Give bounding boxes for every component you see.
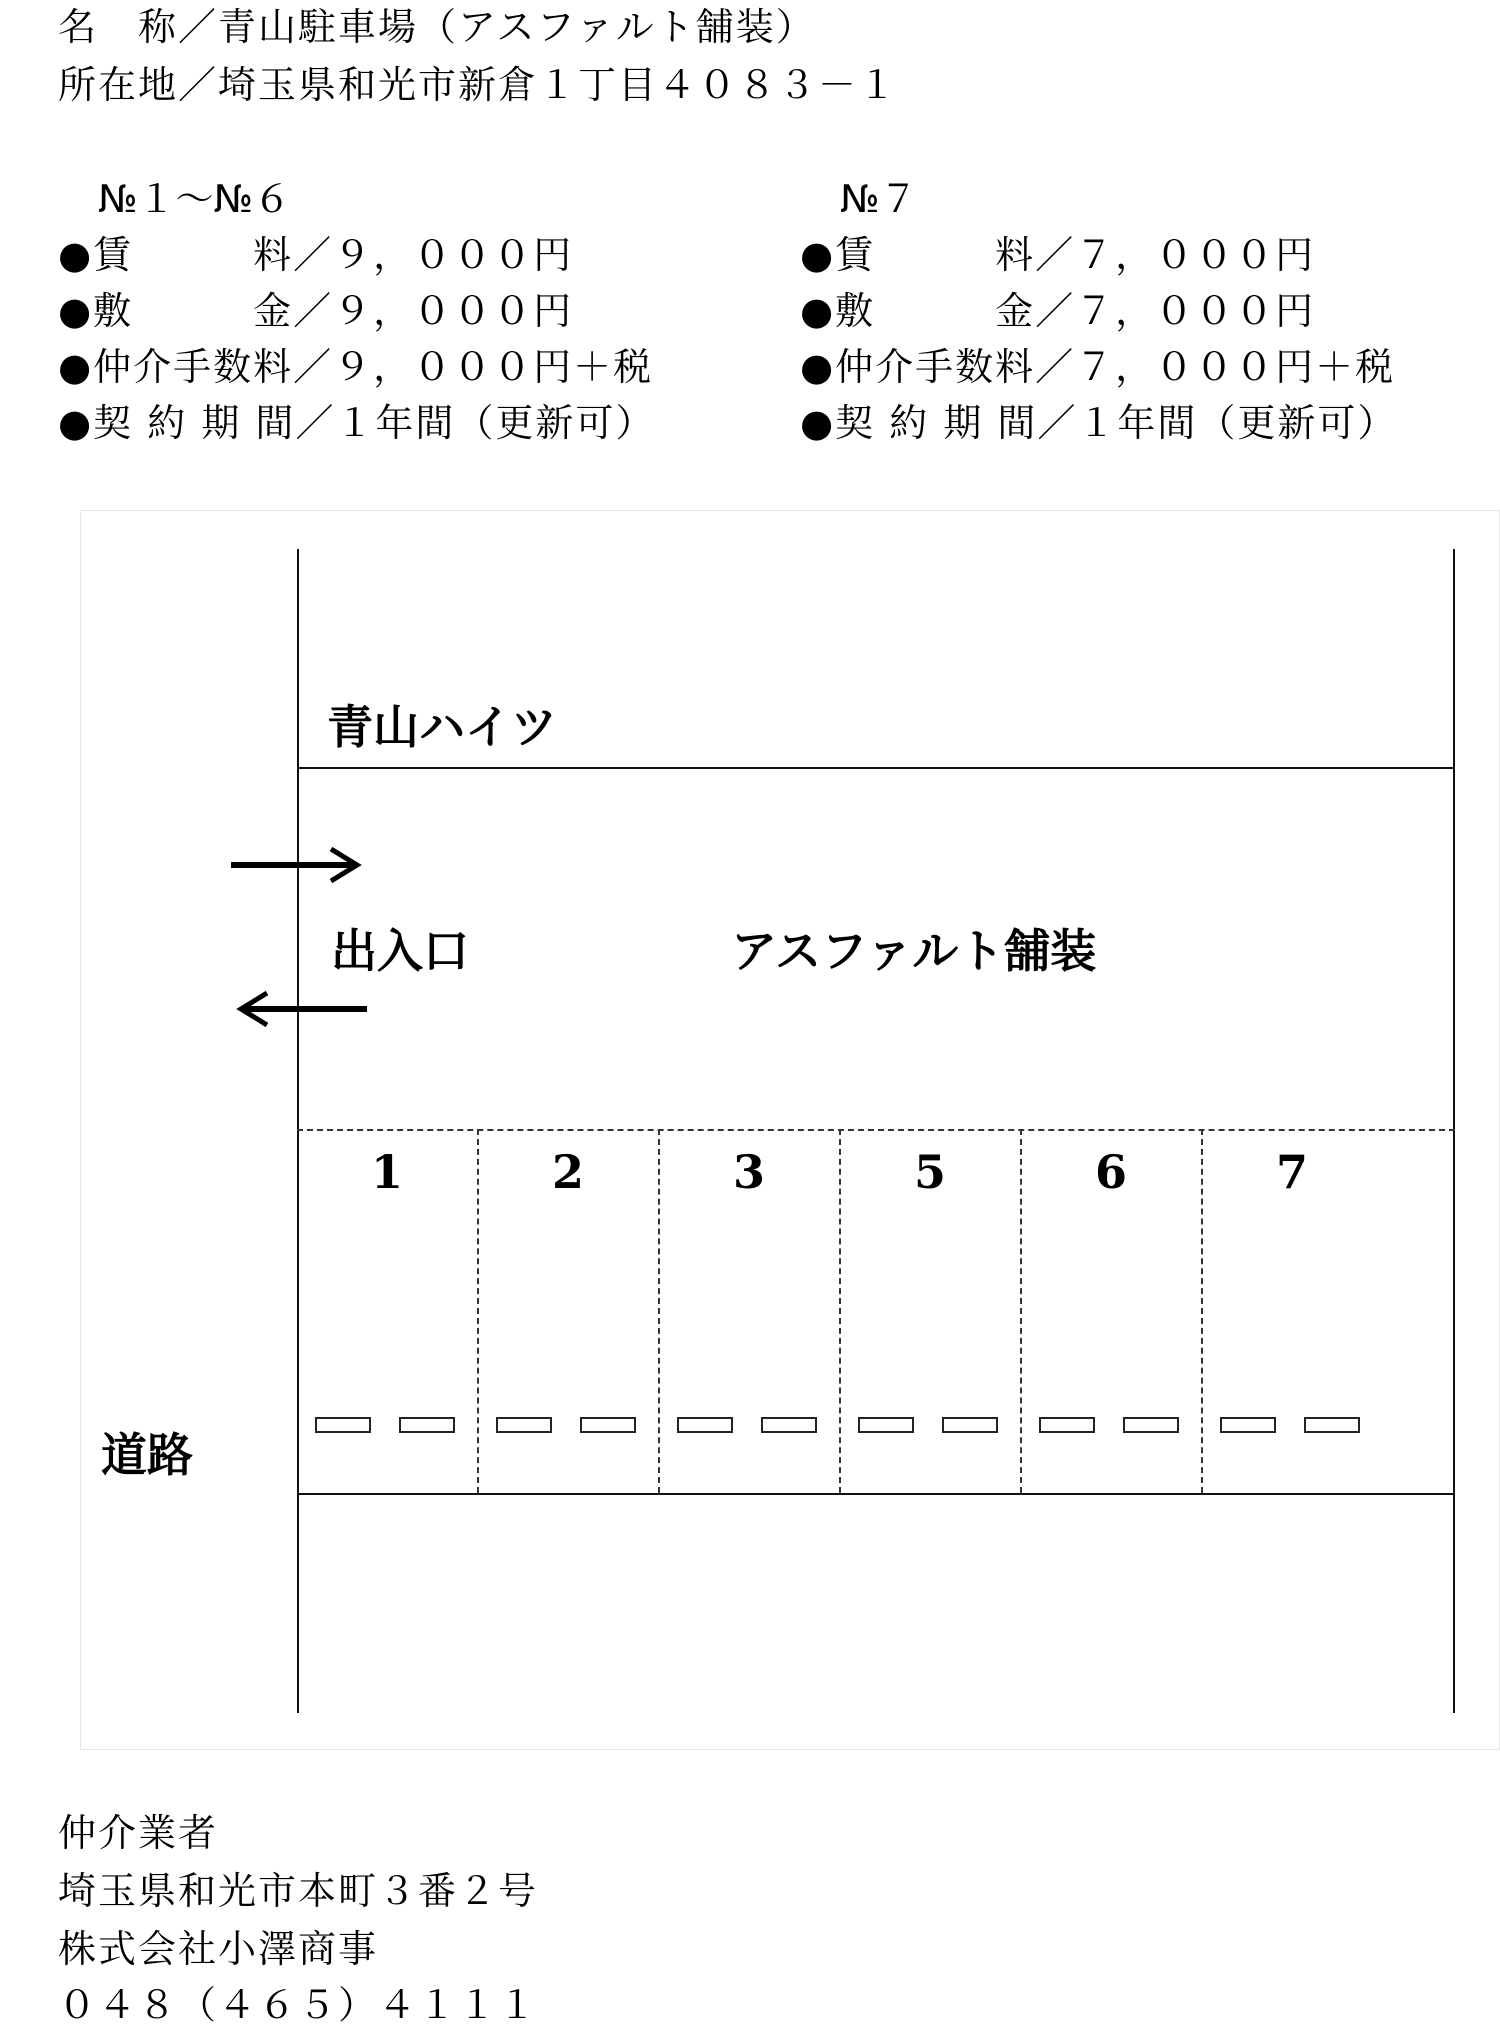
slot-number-2: 2 [551, 1145, 584, 1199]
wheel-stop [1304, 1417, 1360, 1433]
slot-number-1: 1 [370, 1145, 403, 1199]
property-address: 所在地／埼玉県和光市新倉１丁目４０８３－１ [58, 63, 899, 107]
slot-divider [839, 1129, 841, 1493]
wheel-stop [677, 1417, 733, 1433]
broker-company: 株式会社小澤商事 [58, 1927, 379, 1971]
wheel-stop [858, 1417, 914, 1433]
parking-row-top-line [297, 1129, 1455, 1131]
road-edge-line [297, 549, 299, 1713]
slot-divider [658, 1129, 660, 1493]
contract-period-1-6: ●契 約 期 間／１年間（更新可） [58, 401, 656, 445]
property-name: 名 称／青山駐車場（アスファルト舗装） [58, 5, 816, 49]
entrance-label: 出入口 [331, 924, 469, 978]
building-label: 青山ハイツ [327, 700, 557, 754]
slot-number-7: 7 [1275, 1145, 1308, 1199]
wheel-stop [315, 1417, 371, 1433]
contract-period-7: ●契 約 期 間／１年間（更新可） [800, 401, 1398, 445]
broker-address: 埼玉県和光市本町３番２号 [58, 1869, 539, 1913]
deposit-1-6: ●敷 金／９，０００円 [58, 289, 574, 333]
entry-arrow-icon [229, 845, 369, 885]
road-label: 道路 [101, 1428, 193, 1482]
broker-heading: 仲介業者 [58, 1811, 219, 1855]
rent-1-6: ●賃 料／９，０００円 [58, 233, 574, 277]
broker-phone: ０４８（４６５）４１１１ [58, 1983, 539, 2027]
wheel-stop [496, 1417, 552, 1433]
wheel-stop [580, 1417, 636, 1433]
wheel-stop [1039, 1417, 1095, 1433]
slot-number-5: 5 [913, 1145, 946, 1199]
slot-number-3: 3 [732, 1145, 765, 1199]
exit-arrow-icon [229, 989, 369, 1029]
rent-7: ●賃 料／７，０００円 [800, 233, 1316, 277]
plan-heading-1-6: №１～№６ [98, 177, 292, 221]
wheel-stop [1220, 1417, 1276, 1433]
parking-lot-map [80, 510, 1500, 1750]
slot-divider [1201, 1129, 1203, 1493]
slot-divider [1020, 1129, 1022, 1493]
brokerage-fee-7: ●仲介手数料／７，０００円＋税 [800, 345, 1396, 389]
slot-divider [477, 1129, 479, 1493]
wheel-stop [761, 1417, 817, 1433]
surface-label: アスファルト舗装 [731, 924, 1097, 978]
plan-heading-7: №７ [840, 177, 918, 221]
deposit-7: ●敷 金／７，０００円 [800, 289, 1316, 333]
building-boundary-line [297, 767, 1455, 769]
brokerage-fee-1-6: ●仲介手数料／９，０００円＋税 [58, 345, 654, 389]
wheel-stop [399, 1417, 455, 1433]
slot-number-6: 6 [1094, 1145, 1127, 1199]
parking-row-bottom-line [297, 1493, 1455, 1495]
wheel-stop [942, 1417, 998, 1433]
lot-right-boundary [1453, 549, 1455, 1713]
wheel-stop [1123, 1417, 1179, 1433]
